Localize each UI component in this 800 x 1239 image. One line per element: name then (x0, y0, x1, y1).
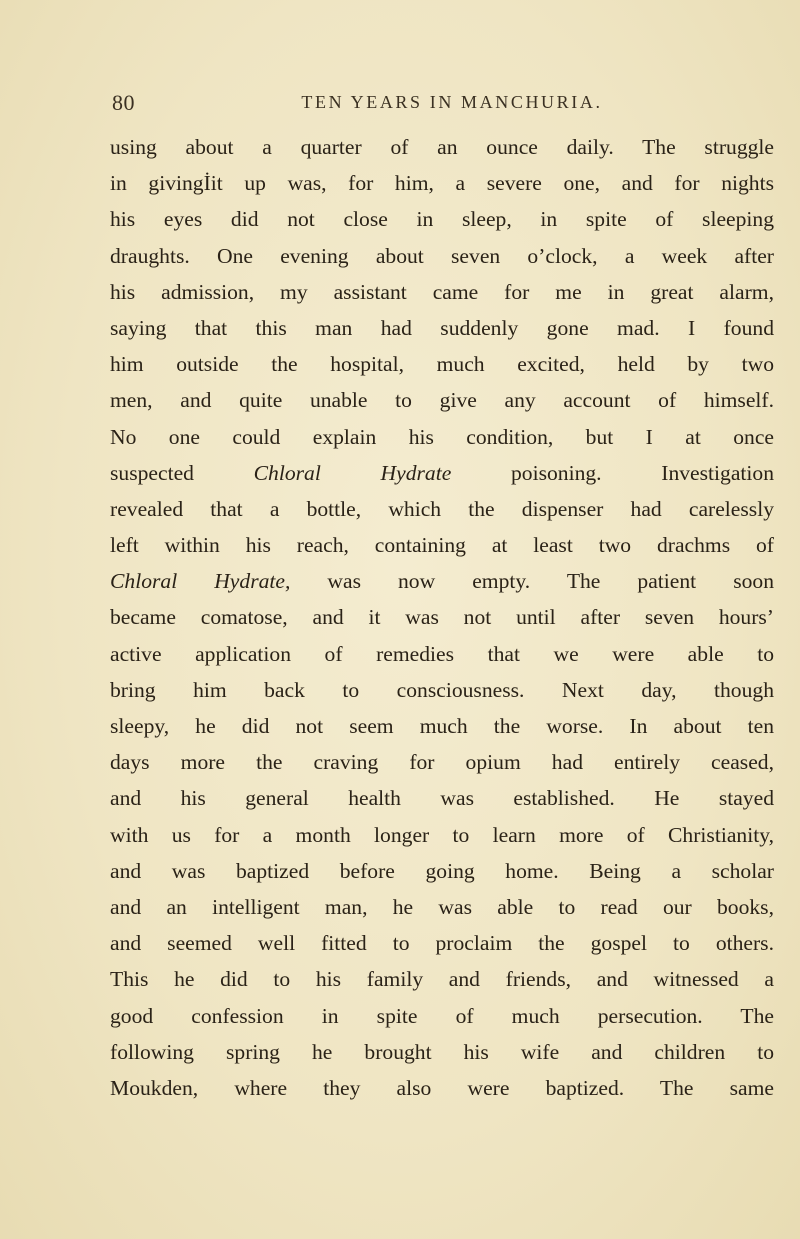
text-line (110, 853, 774, 889)
text-line (110, 238, 774, 274)
running-head (112, 90, 772, 116)
text-run: This he did to his family and friends, and witnessed a (110, 967, 774, 992)
text-line (110, 744, 774, 780)
text-line (110, 527, 774, 563)
body-text (110, 129, 774, 1106)
text-line (110, 382, 774, 418)
text-line (110, 310, 774, 346)
text-line (110, 1070, 774, 1106)
text-run: bring him back to consciousness. Next day, though (110, 677, 774, 702)
text-run: was now empty. The patient soon (290, 569, 774, 594)
text-run: became comatose, and it was not until after seven hours’ (110, 605, 774, 630)
text-run: and an intelligent man, he was able to read our books, (110, 894, 774, 919)
text-run: revealed that a bottle, which the dispenser had carelessly (110, 496, 774, 521)
text-run: using about a quarter of an ounce daily. The struggle (110, 135, 774, 159)
text-line (110, 129, 774, 165)
text-run: his eyes did not close in sleep, in spite of sleeping (110, 207, 774, 232)
text-run: following spring he brought his wife and children to (110, 1039, 774, 1064)
text-run: his admission, my assistant came for me in great alarm, (110, 279, 774, 304)
running-title: TEN YEARS IN MANCHURIA. (301, 92, 603, 112)
text-run: sleepy, he did not seem much the worse. In about ten (110, 714, 774, 738)
text-run: No one could explain his condition, but I at once (110, 424, 774, 449)
text-run: him outside the hospital, much excited, held by two (110, 352, 774, 377)
italic-text: Chloral Hydrate (253, 460, 452, 485)
text-run: Moukden, where they also were baptized. The same (110, 1075, 774, 1100)
text-run: men, and quite unable to give any account of himself. (110, 388, 774, 413)
text-line (110, 563, 774, 599)
text-run: saying that this man had suddenly gone mad. I found (110, 315, 774, 340)
text-run: draughts. One evening about seven o’clock, a week after (110, 243, 774, 268)
text-run: and was baptized before going home. Being a scholar (110, 858, 774, 883)
text-run: poisoning. Investigation (451, 460, 774, 485)
text-run: and his general health was established. He stayed (110, 786, 774, 811)
italic-text: Chloral Hydrate, (110, 569, 291, 594)
text-line (110, 925, 774, 961)
text-line (110, 817, 774, 853)
page-number: 80 (112, 90, 135, 115)
text-line (110, 889, 774, 925)
text-line (110, 274, 774, 310)
text-line (110, 636, 774, 672)
text-run: in givingİit up was, for him, a severe one, and for nights (110, 171, 774, 196)
text-run: active application of remedies that we were able to (110, 641, 774, 666)
text-line (110, 961, 774, 997)
text-line (110, 1034, 774, 1070)
text-line (110, 346, 774, 382)
text-run: left within his reach, containing at least two drachms of (110, 533, 774, 558)
text-line (110, 201, 774, 237)
text-run: and seemed well fitted to proclaim the gospel to others. (110, 931, 774, 956)
text-line (110, 491, 774, 527)
text-line (110, 672, 774, 708)
text-line (110, 780, 774, 816)
text-line (110, 165, 774, 201)
text-line (110, 419, 774, 455)
text-line (110, 708, 774, 744)
text-line (110, 455, 774, 491)
text-run: good confession in spite of much persecution. The (110, 1003, 774, 1028)
text-line (110, 998, 774, 1034)
text-run: suspected (110, 460, 254, 485)
text-line (110, 599, 774, 635)
text-run: days more the craving for opium had entirely ceased, (110, 750, 774, 775)
text-run: with us for a month longer to learn more of Christianity, (110, 822, 774, 847)
